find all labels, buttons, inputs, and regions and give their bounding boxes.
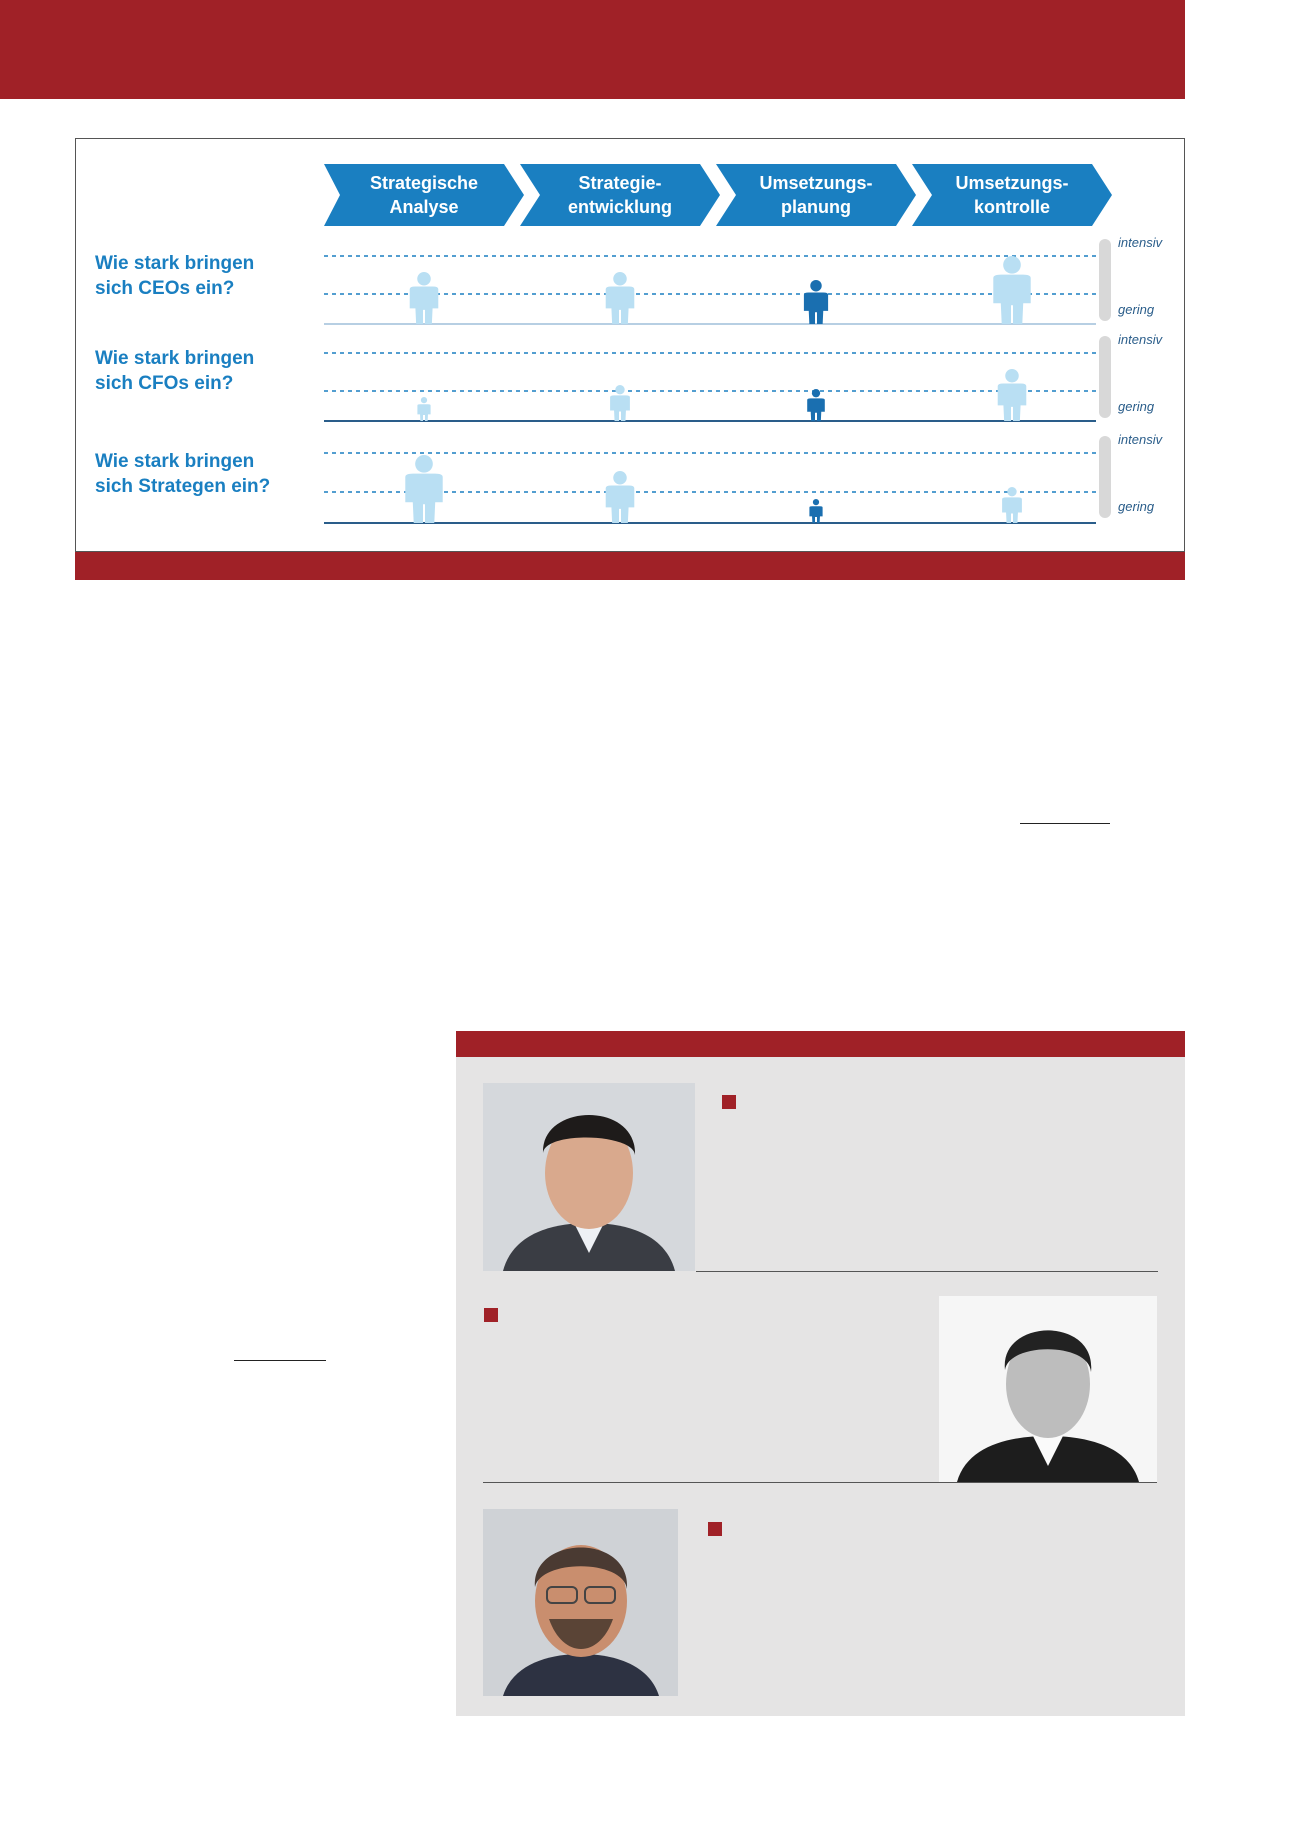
phase-2-line-2: entwicklung [567, 197, 672, 217]
person-icon [998, 369, 1027, 421]
person-icon [993, 256, 1030, 324]
question-cfos-line-2: sich CFOs ein? [95, 373, 234, 394]
author-divider-1 [696, 1271, 1158, 1272]
person-icon [804, 280, 828, 324]
phase-3-line-1: Umsetzungs- [759, 173, 873, 193]
scale-low-label-ceos: gering [1118, 302, 1155, 317]
phase-2-line-1: Strategie- [578, 173, 662, 193]
phase-4-line-1: Umsetzungs- [955, 173, 1069, 193]
portrait-illustration [483, 1083, 695, 1271]
person-icon [405, 455, 442, 523]
person-icon [417, 397, 430, 421]
question-ceos-line-1: Wie stark bringen [95, 253, 255, 274]
scale-high-label-ceos: intensiv [1118, 235, 1163, 250]
square-bullet-icon [708, 1522, 722, 1536]
portrait-illustration [483, 1509, 678, 1696]
text-underline-mark [234, 1360, 326, 1361]
author-photo-1 [483, 1083, 695, 1271]
phase-1-line-1: Strategische [369, 173, 479, 193]
phase-1-line-2: Analyse [389, 197, 459, 217]
scale-high-label-strategen: intensiv [1118, 432, 1163, 447]
question-cfos-line-1: Wie stark bringen [95, 348, 255, 369]
portrait-illustration [939, 1296, 1157, 1482]
person-icon [809, 499, 822, 523]
author-sidebar-header [456, 1031, 1185, 1057]
scale-low-label-cfos: gering [1118, 399, 1155, 414]
involvement-figure [75, 138, 1185, 552]
person-icon [606, 272, 635, 324]
scale-high-label-cfos: intensiv [1118, 332, 1163, 347]
square-bullet-icon [484, 1308, 498, 1322]
square-bullet-icon [722, 1095, 736, 1109]
involvement-rows [76, 139, 1186, 553]
question-strategen-line-2: sich Strategen ein? [95, 476, 271, 497]
person-icon [410, 272, 439, 324]
author-photo-3 [483, 1509, 678, 1696]
question-strategen-line-1: Wie stark bringen [95, 451, 255, 472]
author-divider-2 [483, 1482, 1157, 1483]
person-icon [606, 471, 635, 523]
phase-4-line-2: kontrolle [973, 197, 1050, 217]
person-icon [807, 389, 825, 421]
scale-low-label-strategen: gering [1118, 499, 1155, 514]
figure-footer-bar [75, 552, 1185, 580]
author-photo-2 [939, 1296, 1157, 1482]
text-underline-mark [1020, 823, 1110, 824]
question-ceos-line-2: sich CEOs ein? [95, 278, 235, 299]
top-banner [0, 0, 1185, 99]
phase-3-line-2: planung [781, 197, 851, 217]
